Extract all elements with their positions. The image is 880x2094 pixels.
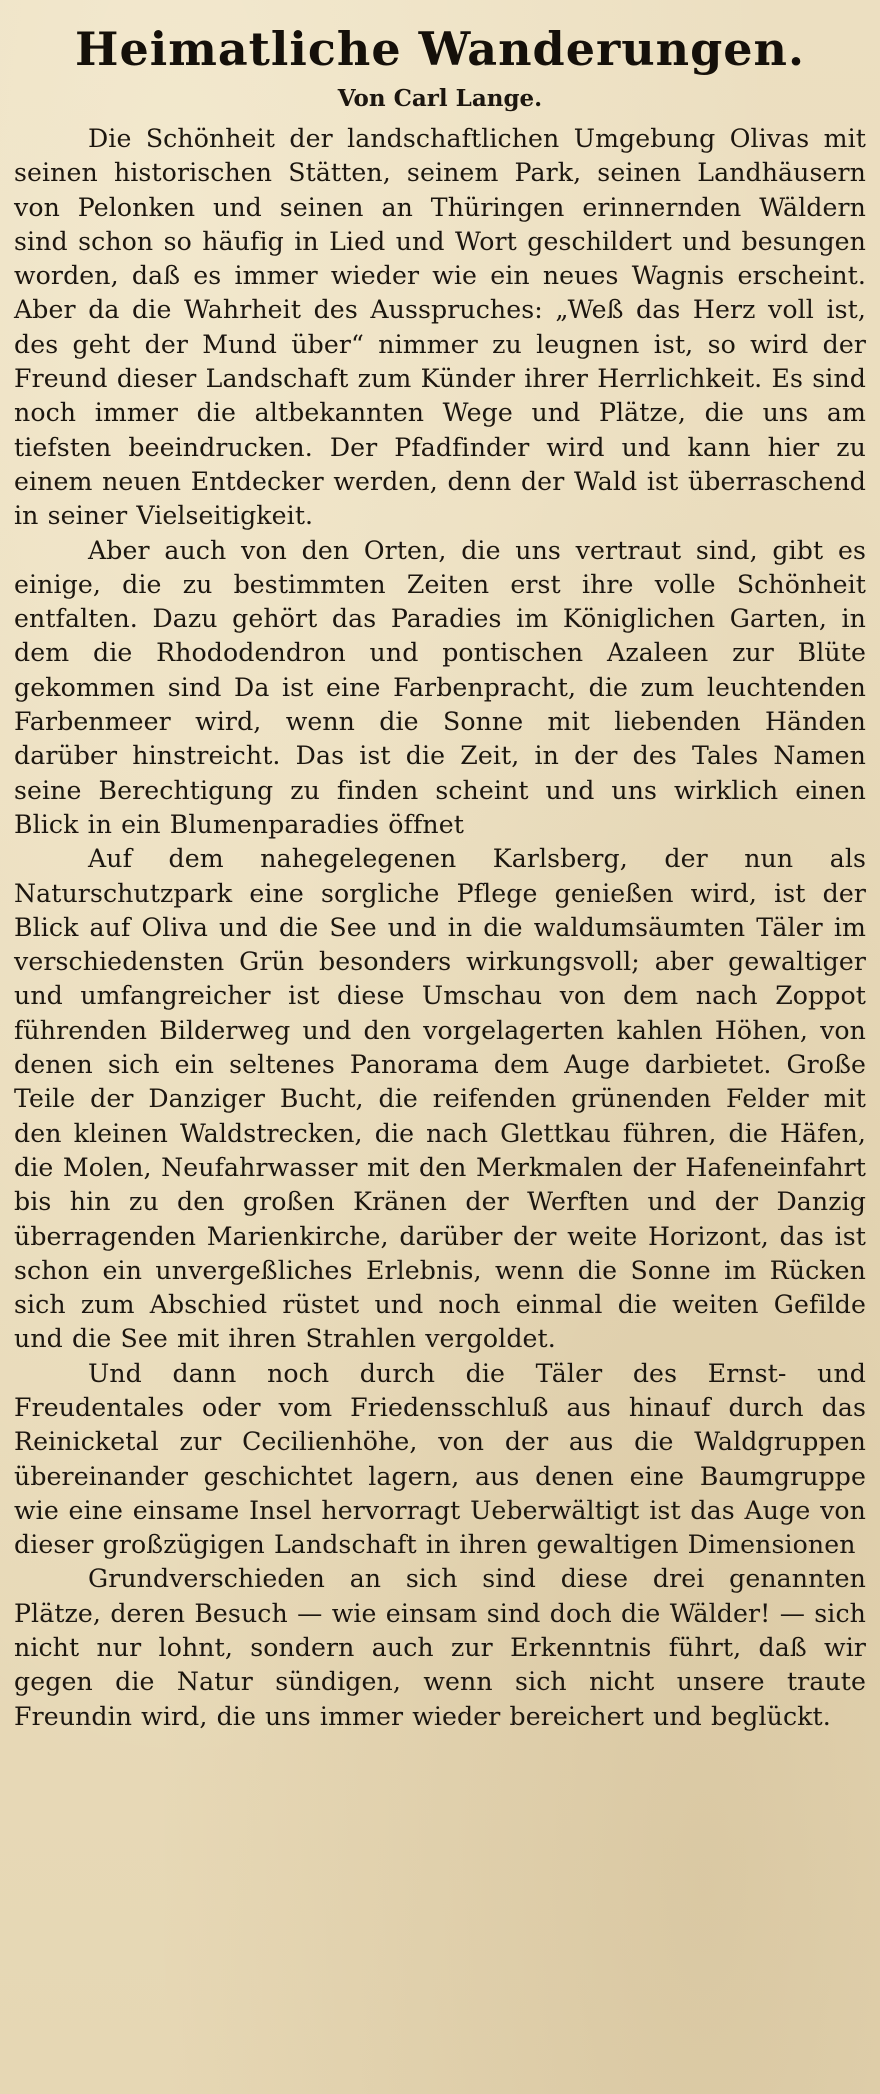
article-paragraph: Grundverschieden an sich sind diese drei genannten Plätze, deren Besuch — wie einsam sind doch die Wälder! — sich nicht nur lohnt, sondern auch zur Erkenntnis führt, daß wir gegen die Natur sündigen, wenn sich nicht unsere traute Freundin wird, die uns immer wieder bereichert und beglückt. bbox=[14, 1564, 866, 1731]
article-title: Heimatliche Wanderungen. bbox=[75, 22, 805, 76]
article-paragraph: Und dann noch durch die Täler des Ernst- und Freudentales oder vom Friedensschluß aus hinauf durch das Reinicketal zur Cecilienhöhe, von der aus die Waldgruppen übereinander geschichtet lagern, aus denen eine Baumgruppe wie eine einsame Insel hervorragt Ueberwältigt ist das Auge von dieser großzügigen Landschaft in ihren gewaltigen Dimensionen bbox=[14, 1358, 866, 1560]
article-paragraph: Auf dem nahegelegenen Karlsberg, der nun als Naturschutzpark eine sorgliche Pflege genießen wird, ist der Blick auf Oliva und die See und in die waldumsäumten Täler im verschiedensten Grün besonders wirkungsvoll; aber gewaltiger und umfangreicher ist diese Umschau von dem nach Zoppot führenden Bilderweg und den vorgelagerten kahlen Höhen, von denen sich ein seltenes Panorama dem Auge darbietet. Große Teile der Danziger Bucht, die reifenden grünenden Felder mit den kleinen Waldstrecken, die nach Glettkau führen, die Häfen, die Molen, Neufahrwasser mit den Merkmalen der Hafeneinfahrt bis hin zu den großen Kränen der Werften und der Danzig überragenden Marienkirche, darüber der weite Horizont, das ist schon ein unvergeßliches Erlebnis, wenn die Sonne im Rücken sich zum Abschied rüstet und noch einmal die weiten Gefilde und die See mit ihren Strahlen vergoldet. bbox=[14, 844, 866, 1354]
article-body bbox=[14, 122, 866, 1734]
article-paragraph: Aber auch von den Orten, die uns vertraut sind, gibt es einige, die zu bestimmten Zeiten erst ihre volle Schönheit entfalten. Dazu gehört das Paradies im Königlichen Garten, in dem die Rhododendron und pontischen Azaleen zur Blüte gekommen sind Da ist eine Farbenpracht, die zum leuchtenden Farbenmeer wird, wenn die Sonne mit liebenden Händen darüber hinstreicht. Das ist die Zeit, in der des Tales Namen seine Berechtigung zu finden scheint und uns wirklich einen Blick in ein Blumenparadies öffnet bbox=[14, 535, 866, 839]
article-byline: Von Carl Lange. bbox=[337, 85, 543, 112]
article-paragraph: Die Schönheit der landschaftlichen Umgebung Olivas mit seinen historischen Stätten, seinem Park, seinen Landhäusern von Pelonken und seinen an Thüringen erinnernden Wäldern sind schon so häufig in Lied und Wort geschildert und besungen worden, daß es immer wieder wie ein neues Wagnis erscheint. Aber da die Wahrheit des Ausspruches: „Weß das Herz voll ist, des geht der Mund über“ nimmer zu leugnen ist, so wird der Freund dieser Landschaft zum Künder ihrer Herrlichkeit. Es sind noch immer die altbekannten Wege und Plätze, die uns am tiefsten beeindrucken. Der Pfadfinder wird und kann hier zu einem neuen Entdecker werden, denn der Wald ist überraschend in seiner Vielseitigkeit. bbox=[14, 124, 866, 531]
